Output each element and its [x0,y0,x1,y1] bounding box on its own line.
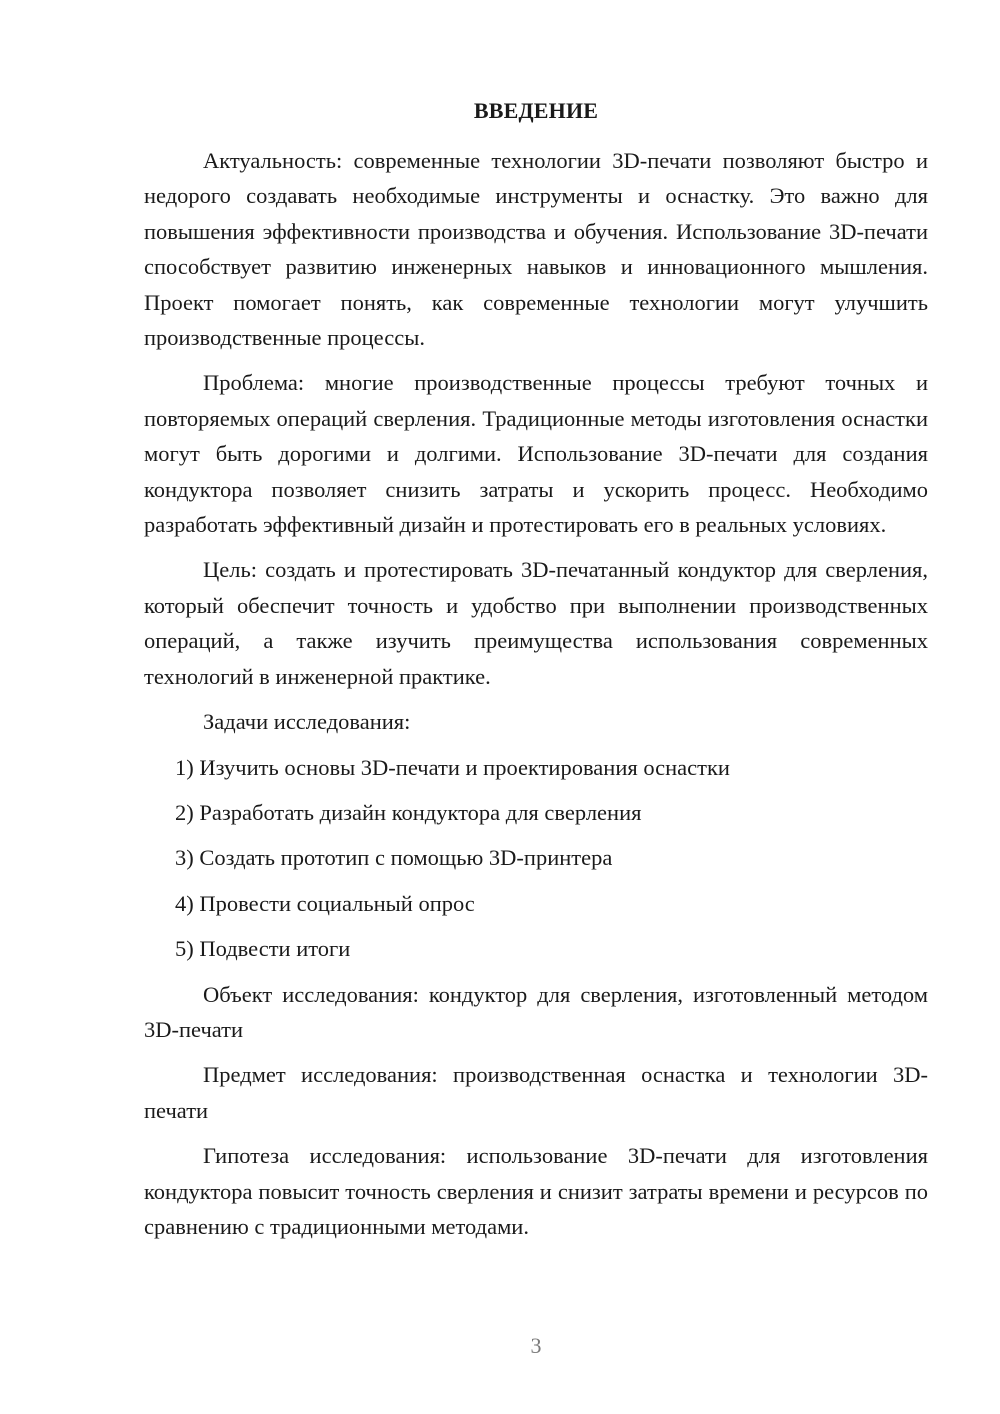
task-item: 4) Провести социальный опрос [175,890,475,916]
hypothesis-paragraph: Гипотеза исследования: использование 3D-печати для изготовления кондуктора повысит точность сверления и снизит затраты времени и ресурсов по сравнению с традиционными методами. [144,1143,928,1239]
problem-paragraph: Проблема: многие производственные процессы требуют точных и повторяемых операций сверления. Традиционные методы изготовления оснастки могут быть дорогими и долгими. Использование 3D-печати для создания кондуктора позволяет снизить затраты и ускорить процесс. Необходимо разработать эффективный дизайн и протестировать его в реальных условиях. [144,370,928,538]
task-item: 5) Подвести итоги [175,936,351,962]
tasks-list [144,750,928,967]
page-title: ВВЕДЕНИЕ [473,98,599,123]
tasks-heading: Задачи исследования: [203,709,411,735]
goal-paragraph: Цель: создать и протестировать 3D-печатанный кондуктор для сверления, который обеспечит точность и удобство при выполнении производственных операций, а также изучить преимущества использования современных технологий в инженерной практике. [144,557,928,689]
relevance-paragraph: Актуальность: современные технологии 3D-печати позволяют быстро и недорого создавать необходимые инструменты и оснастку. Это важно для повышения эффективности производства и обучения. Использование 3D-печати способствует развитию инженерных навыков и инновационного мышления. Проект помогает понять, как современные технологии могут улучшить производственные процессы. [144,148,928,351]
task-item: 1) Изучить основы 3D-печати и проектирования оснастки [175,754,730,780]
task-item: 3) Создать прототип с помощью 3D-принтера [175,845,613,871]
page-number: 3 [530,1333,542,1358]
task-item: 2) Разработать дизайн кондуктора для сверления [175,799,642,825]
subject-paragraph: Предмет исследования: производственная оснастка и технологии 3D-печати [144,1062,928,1123]
object-paragraph: Объект исследования: кондуктор для сверления, изготовленный методом 3D-печати [144,981,928,1042]
document-page [144,93,928,1254]
